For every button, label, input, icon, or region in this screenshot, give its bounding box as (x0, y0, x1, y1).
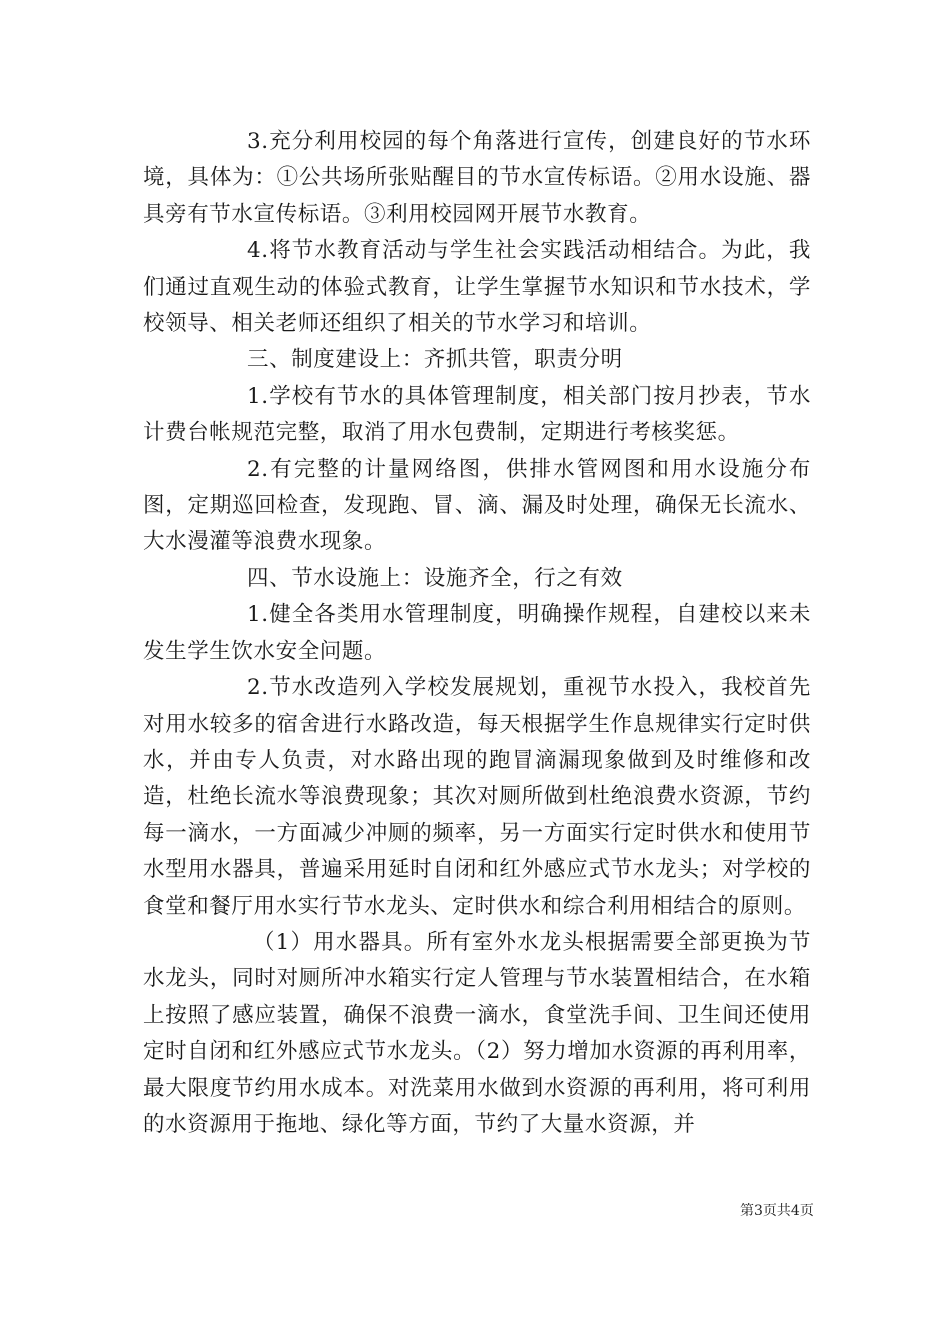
page-number-footer: 第3页共4页 (740, 1203, 814, 1219)
paragraph-practice: 4.将节水教育活动与学生社会实践活动相结合。为此，我们通过直观生动的体验式教育，让学生掌握节水知识和节水技术，学校领导、相关老师还组织了相关的节水学习和培训。 (143, 238, 811, 337)
section-heading-facilities: 四、节水设施上：设施齐全，行之有效 (247, 565, 623, 591)
paragraph-publicity: 3.充分利用校园的每个角落进行宣传，创建良好的节水环境，具体为：①公共场所张贴醒目的节水宣传标语。②用水设施、器具旁有节水宣传标语。③利用校园网开展节水教育。 (143, 129, 811, 227)
paragraph-renovation: 2.节水改造列入学校发展规划，重视节水投入，我校首先对用水较多的宿舍进行水路改造，每天根据学生作息规律实行定时供水，并由专人负责，对水路出现的跑冒滴漏现象做到及时维修和改造，杜绝长流水等浪费现象；其次对厕所做到杜绝浪费水资源，节约每一滴水，一方面减少冲厕的频率，另一方面实行定时供水和使用节水型用水器具，普遍采用延时自闭和红外感应式节水龙头；对学校的食堂和餐厅用水实行节水龙头、定时供水和综合利用相结合的原则。 (143, 675, 811, 919)
paragraph-water-fixtures: （1）用水器具。所有室外水龙头根据需要全部更换为节水龙头，同时对厕所冲水箱实行定人管理与节水装置相结合，在水箱上按照了感应装置，确保不浪费一滴水，食堂洗手间、卫生间还使用定时自闭和红外感应式节水龙头。（2）努力增加水资源的再利用率，最大限度节约用水成本。对洗菜用水做到水资源的再利用，将可利用的水资源用于拖地、绿化等方面，节约了大量水资源，并 (143, 929, 811, 1137)
document-body (143, 124, 811, 1143)
paragraph-network-map: 2.有完整的计量网络图，供排水管网图和用水设施分布图，定期巡回检查，发现跑、冒、滴、漏及时处理，确保无长流水、大水漫灌等浪费水现象。 (143, 456, 811, 555)
section-heading-system: 三、制度建设上：齐抓共管，职责分明 (247, 347, 623, 373)
paragraph-management-rules: 1.学校有节水的具体管理制度，相关部门按月抄表，节水计费台帐规范完整，取消了用水包费制，定期进行考核奖惩。 (143, 383, 811, 446)
paragraph-operating-rules: 1.健全各类用水管理制度，明确操作规程，自建校以来未发生学生饮水安全问题。 (143, 602, 811, 664)
